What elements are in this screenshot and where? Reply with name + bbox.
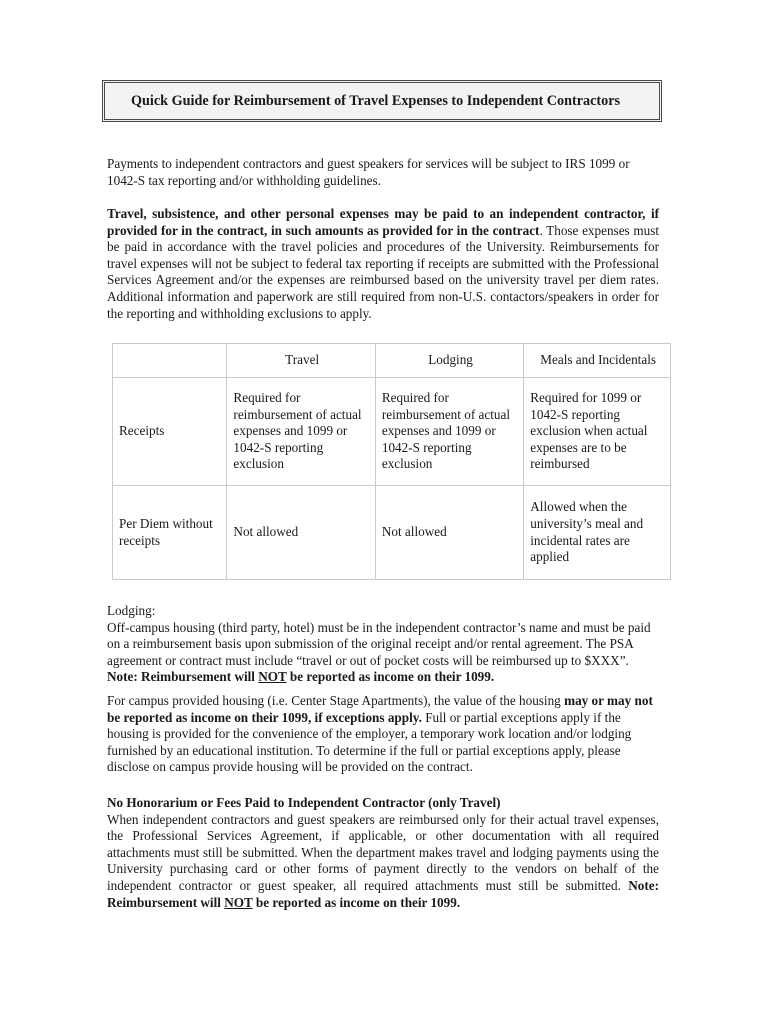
lodging-heading: Lodging: [107, 603, 156, 618]
table-cell: Required for 1099 or 1042-S reporting exclusion when actual expenses are to be reimbursed [524, 378, 671, 486]
table-row [113, 378, 671, 486]
table-header-cell: Travel [227, 344, 375, 378]
table-cell: Required for reimbursement of actual expenses and 1099 or 1042-S reporting exclusion [227, 378, 375, 486]
travel-paragraph [107, 206, 659, 322]
lodging-section [107, 603, 659, 686]
campus-text-a: For campus provided housing (i.e. Center Stage Apartments), the value of the housing [107, 693, 565, 708]
campus-text-b: Full or partial exceptions apply if the housing is provided for the convenience of the employer, a temporary work location and/or lodging furnished by an educational institution. To determine if the full or partial exceptions apply, please disclose on campus provide housing will be provided on the contract. [107, 709, 632, 775]
campus-bold: may or may not be reported as income on their 1099, if exceptions apply. [107, 693, 653, 725]
table-cell: Not allowed [375, 486, 523, 580]
campus-paragraph [107, 693, 659, 776]
travel-bold-lead: Travel, subsistence, and other personal expenses may be paid to an independent contractor, if provided for in the contract, in such amounts as provided for in the contract [107, 206, 659, 238]
table-header-cell: Lodging [375, 344, 523, 378]
travel-rest: . Those expenses must be paid in accordance with the travel policies and procedures of the University. Reimbursements for travel expenses will not be subject to federal tax reporting if receipts are submitted with the Professional Services Agreement and/or the expenses are reimbursed based on the university travel per diem rates. Additional information and paperwork are still required from non-U.S. contactors/speakers in order for the reporting and withholding exclusions to apply. [107, 222, 659, 321]
honorarium-note: Note: Reimbursement will NOT be reported as income on their 1099. [107, 877, 660, 910]
table-cell: Allowed when the university’s meal and incidental rates are applied [524, 486, 671, 580]
row-label: Receipts [113, 378, 227, 486]
table-cell: Not allowed [227, 486, 375, 580]
table-header-row [113, 344, 671, 378]
honorarium-body [107, 812, 659, 912]
row-label: Per Diem without receipts [113, 486, 227, 580]
table-header-cell: Meals and Incidentals [524, 344, 671, 378]
honorarium-text: When independent contractors and guest speakers are reimbursed only for their actual travel expenses, the Professional Services Agreement, if applicable, or other documentation with all required attachments must still be submitted. When the department makes travel and lodging payments using the University purchasing card or other forms of payment directly to the vendors on behalf of the independent contractor or guest speaker, all required attachments must still be submitted. [107, 811, 659, 893]
lodging-note: Note: Reimbursement will NOT be reported as income on their 1099. [107, 669, 495, 685]
table-cell: Required for reimbursement of actual expenses and 1099 or 1042-S reporting exclusion [375, 378, 523, 486]
title-box [102, 80, 662, 122]
intro-paragraph: Payments to independent contractors and guest speakers for services will be subject to IRS 1099 or 1042-S tax reporting and/or withholding guidelines. [107, 156, 630, 188]
honorarium-heading: No Honorarium or Fees Paid to Independent Contractor (only Travel) [107, 795, 501, 810]
table-row [113, 486, 671, 580]
lodging-text: Off-campus housing (third party, hotel) must be in the independent contractor’s name and must be paid on a reimbursement basis upon submission of the original receipt and/or rental agreement. The PSA agreement or contract must include “travel or out of pocket costs will be reimbursed up to $XXX”. [107, 619, 651, 668]
expense-table [112, 343, 671, 580]
document-title: Quick Guide for Reimbursement of Travel Expenses to Independent Contractors [131, 92, 621, 109]
honorarium-section [107, 795, 659, 911]
lodging-body [107, 620, 659, 686]
table-header-cell [113, 344, 227, 378]
